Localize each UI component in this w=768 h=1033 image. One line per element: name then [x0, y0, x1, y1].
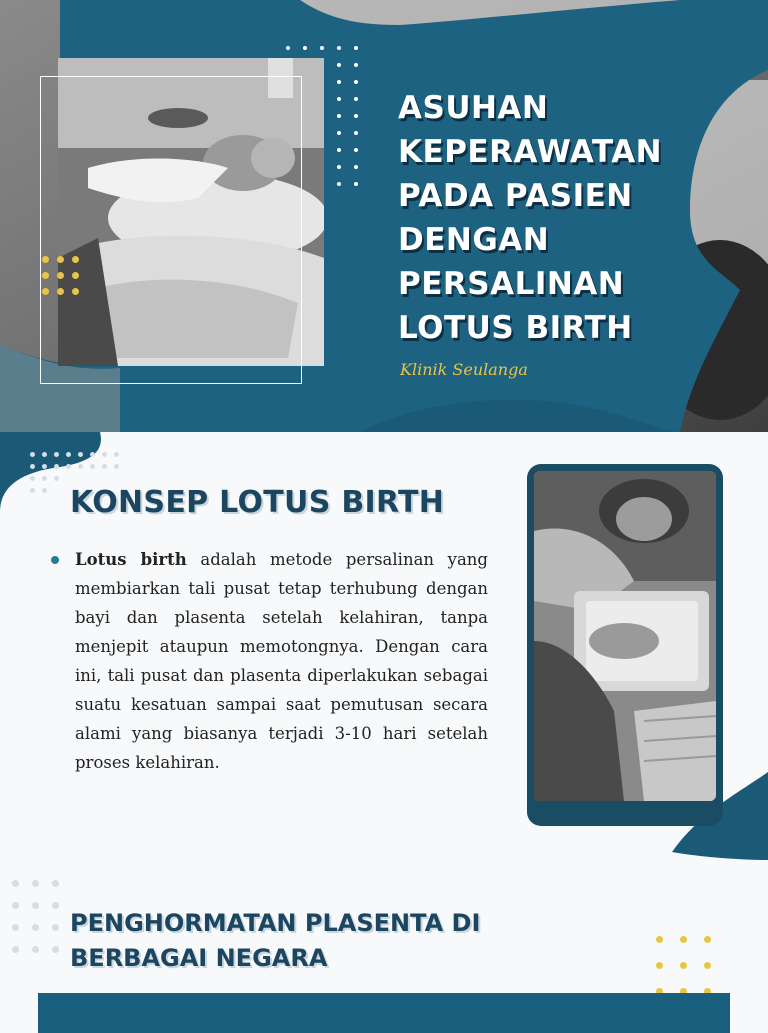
- subtitle: Klinik Seulanga: [400, 360, 528, 379]
- header-banner: [0, 0, 768, 432]
- phone-photo: [534, 471, 716, 801]
- title-line: PENGHORMATAN PLASENTA DI: [70, 909, 481, 937]
- title-line: KEPERAWATAN: [398, 134, 663, 170]
- title-line: ASUHAN: [398, 90, 549, 126]
- yellow-dots-bottom: [656, 936, 716, 996]
- section-title-penghormatan: [70, 906, 550, 976]
- title-line: LOTUS BIRTH: [398, 310, 633, 346]
- title-line: BERBAGAI NEGARA: [70, 944, 328, 972]
- title-line: PERSALINAN: [398, 266, 625, 302]
- content-bar: [38, 993, 730, 1033]
- yellow-dots-decoration: [42, 256, 82, 300]
- bullet-term: Lotus birth: [75, 550, 187, 569]
- title-line: DENGAN: [398, 222, 550, 258]
- caregiver-photo: [534, 471, 716, 801]
- section-title-konsep: KONSEP LOTUS BIRTH: [70, 485, 445, 520]
- konsep-paragraph: [75, 545, 488, 777]
- title-line: PADA PASIEN: [398, 178, 633, 214]
- bullet-text: adalah metode persalinan yang membiarkan tali pusat tetap terhubung dengan bayi dan plasenta setelah kelahiran, tanpa menjepit ataupun memotongnya. Dengan cara ini, tali pusat dan plasenta diperlakukan sebagai suatu kesatuan sampai saat pemutusan secara alami yang biasanya terjadi 3-10 hari setelah proses kelahiran.: [75, 550, 488, 772]
- white-dots-decoration: [286, 46, 366, 196]
- main-title: [398, 86, 738, 350]
- photo-frame: [40, 76, 302, 384]
- bullet-dot: [51, 556, 59, 564]
- gray-dots-bottom: [12, 880, 72, 960]
